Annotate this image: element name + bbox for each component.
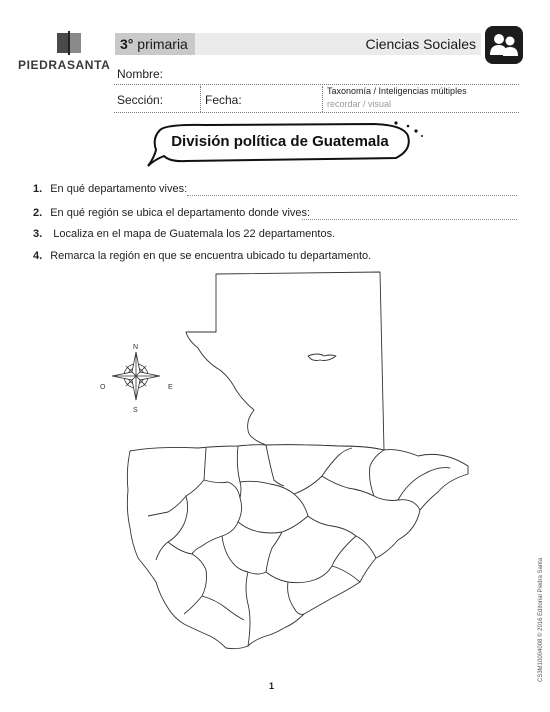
question-4 (33, 250, 371, 262)
answer-line-2[interactable] (302, 219, 517, 220)
people-icon (485, 26, 523, 64)
grade-label (115, 33, 195, 55)
compass-east: E (168, 384, 173, 391)
question-2 (33, 207, 310, 219)
book-icon (54, 30, 84, 56)
section-label: Sección: (117, 93, 164, 107)
taxonomy-sub: recordar / visual (327, 99, 392, 109)
grade-text: primaria (137, 36, 188, 52)
name-label: Nombre: (117, 67, 164, 81)
question-number: 2. (33, 207, 43, 219)
question-text: En qué región se ubica el departamento donde vives: (50, 207, 311, 219)
compass-north: N (133, 344, 139, 351)
southern-departments (127, 445, 468, 649)
worksheet-title: División política de Guatemala (171, 133, 389, 150)
compass-rose (112, 352, 160, 400)
section-field-line[interactable] (114, 112, 519, 113)
date-label: Fecha: (205, 93, 242, 107)
question-text: En qué departamento vives: (50, 183, 188, 195)
question-text: Localiza en el mapa de Guatemala los 22 departamentos. (50, 228, 336, 240)
question-number: 1. (33, 183, 43, 195)
question-text: Remarca la región en que se encuentra ubicado tu departamento. (50, 250, 372, 262)
field-divider (322, 86, 323, 112)
name-field-line[interactable] (114, 84, 519, 85)
guatemala-map[interactable] (98, 270, 488, 670)
question-1 (33, 183, 187, 195)
taxonomy-label: Taxonomía / Inteligencias múltiples (327, 86, 467, 96)
field-divider (200, 86, 201, 112)
question-number: 3. (33, 228, 43, 240)
question-number: 4. (33, 250, 43, 262)
grade-number: 3° (120, 36, 134, 52)
brand-name: PIEDRASANTA (18, 58, 111, 72)
answer-line-1[interactable] (187, 195, 517, 196)
department-peten (186, 272, 384, 450)
compass-south: S (133, 407, 138, 414)
compass-west: O (100, 384, 106, 391)
subject-title: Ciencias Sociales (195, 33, 481, 55)
question-3 (33, 228, 335, 240)
page-number: 1 (269, 681, 275, 691)
copyright-note: CS3M10004008 © 2016 Editorial Piedra Santa (538, 557, 544, 682)
